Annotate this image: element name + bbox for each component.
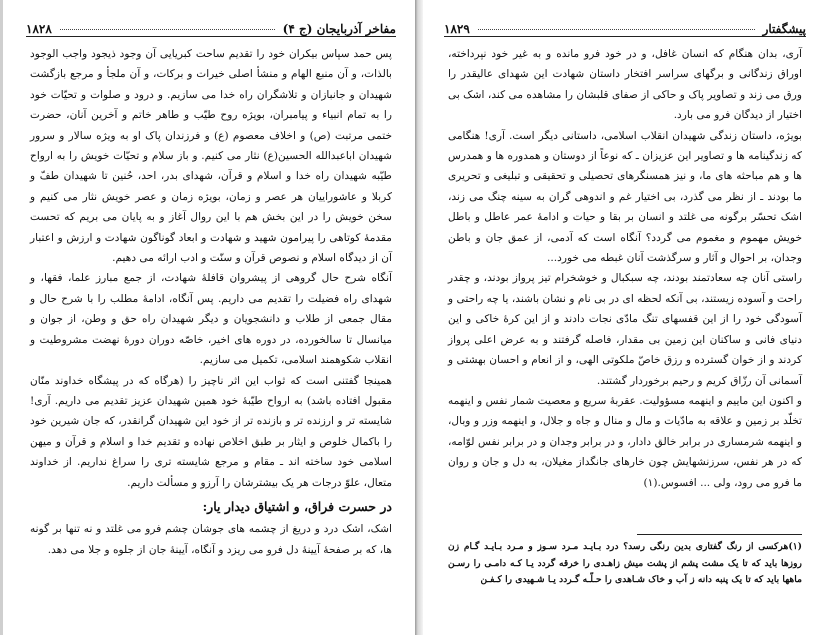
header-dot-leader	[60, 28, 275, 30]
left-running-title: مفاخر آذربایجان (ج ۴)	[282, 22, 396, 36]
header-dot-leader	[478, 28, 755, 30]
left-body-text	[30, 44, 392, 560]
right-running-header	[444, 12, 806, 37]
right-page	[430, 0, 820, 635]
paragraph: بویژه، داستان زندگی شهیدان انقلاب اسلامی، داستانی دیگر است. آری! هنگامی که زندگینامه ها و تصاویر این عزیزان ـ که نوعاً از دوستان و همدوره ها و همدرس ها و هم مباحثه های ما، و نیز همسنگرهای تحصیلی و تحقیقی و تبلیغی و تحریری ما بودند ـ از نظر می گذرد، بی اختیار غم و اندوهی گران به سینه چنگ می زند، اشک تحسّر برگونه می غلتد و انسان بر بقا و حیات و ادامهٔ عمر عاطل و باطل خویش مهموم و مغموم می گردد؟ آنگاه است که آدمی، از عمق جان و باطن وجدان، بر احوال و آثار و سرگذشت آنان غبطه می خورد...	[448, 129, 802, 265]
book-gutter	[415, 0, 423, 635]
page-edge	[0, 0, 3, 635]
left-page	[12, 0, 410, 635]
paragraph: راستی آنان چه سعادتمند بودند، چه سبکبال و خوشخرام تیز پرواز بودند، و چقدر راحت و آسوده زیستند، بی آنکه لحظه ای در بی نام و نشان باشند، یا چه راحتی و آسودگی خود را از این قفسهای تنگ مادّی نجات دادند و از این کرهٔ خاکی و این دنیای فانی و ساکنان این زمین بی مقدار، فاصله گرفتند و به عرض اعلی پرواز کردند و از خوان گسترده و رزق خاصّ ملکوتی الهی، و از انعام و احسان بهشتی و آسمانی آن رزّاق کریم و رحیم برخوردار گشتند.	[448, 272, 802, 387]
left-page-number: ۱۸۲۸	[26, 22, 52, 36]
right-running-title: پیشگفتار	[762, 22, 806, 36]
left-running-header	[26, 12, 396, 37]
footnote-rule	[637, 534, 802, 535]
right-page-number: ۱۸۲۹	[444, 22, 470, 36]
paragraph: آنگاه شرح حال گروهی از پیشروان قافلهٔ شهادت، از جمع مبارز علما، فقها، و شهدای راه فضیلت را تقدیم می داریم. پس آنگاه، ادامهٔ مطلب را با شرح حال و مقال جمعی از طلاب و دانشجویان و دیگر شهیدان راه حق و وطن، از جوان و میانسال تا سالخورده، در دوره های اخیر، خاصّه دوران دورهٔ نهضت مشروطیت و انقلاب شکوهمند اسلامی، تکمیل می سازیم.	[30, 272, 392, 367]
section-title: در حسرت فراق، و اشتیاق دیدار یار:	[202, 498, 392, 514]
footnote: (۱)هرکسی از رنگ گفتاری بدین رنگی رسد؟ درد بـایـد مـرد سـوز و مـرد بـایـد گـام زن روزها باید که تا یک مشت پشم از پشت میش زاهـدی را خرقه گردد یـا کـه دامـی را رسـن ماهها باید که تا یک پنبه دانه ز آب و خاک شـاهدی را حـلّـه گـردد یـا شـهیدی را کـفـن	[448, 541, 802, 585]
paragraph: آری، بدان هنگام که انسان غافل، و در خود فرو مانده و به غیر خود نپرداخته، اوراق زندگانی و برگهای سراسر افتخار داستان شهادت این شهدای عالیقدر را ورق می زند و تصاویر پاک و حاکی از صفای قلبشان را مشاهده می کند، اشک بی اختیار از دیدگان فرو می بارد.	[448, 48, 802, 122]
paragraph: همینجا گفتنی است که ثواب این اثر ناچیز را (هرگاه که در پیشگاه خداوند منّان مقبول افتاده باشد) به ارواح طیّبهٔ خود همین شهیدان عزیز تقدیم می داریم. آری! شایسته تر و ارزنده تر و بازنده تر از خود این شهیدان گرانقدر، که جان شیرین خود را باکمال خلوص و ایثار بر طبق اخلاص نهاده و تقدیم خدا و اسلام و قرآن و میهن اسلامی خود ساخته اند ـ مقام و مرجع شایسته تری را سراغ نداریم. از خداوند متعال، علوّ درجات هر یک بیشترشان را آرزو و مسألت داریم.	[30, 374, 392, 489]
paragraph: و اکنون این ماییم و اینهمه مسؤولیت. عقربهٔ سریع و معصیت شمار نفس و اینهمه تخلّد بر زمین و علاقه به مادّیات و مال و منال و جاه و جلال، و اینهمه وزر و وبال، و اینهمه شرمساری در برابر خالق دادار، و در برابر وجدان و در برابر نفس لوّامه، که در هر نفس، سرزنشهایش چون خارهای جانگداز مغیلان، به دل و جان و روان ما فرو می رود، ولی ... افسوس.(۱)	[448, 394, 802, 489]
paragraph: پس حمد سپاس بیکران خود را تقدیم ساحت کبریایی آن وجود ذیجود واجب الوجود بالذات، و آن منبع الهام و منشأ اصلی خیرات و برکات، و آن ملجأ و مرجع بازگشت شهیدان و جانبازان و تلاشگران راه خدا می سازیم. و درود و صلوات و تحیّات خود را به تمام انبیاء و پیامبران، بویژه روح طیّب و طاهر خاتم و آخرین آنان، حضرت ختمی مرتبت (ص) و اخلاف معصوم (ع) و فرزندان پاک او به ویژه سالار و سرور شهیدان اباعبدالله الحسین(ع) نثار می کنیم. و باز سلام و تحیّات خویش را به ارواح طیّبه شهیدان راه خدا و اسلام و قرآن، شهدای بدر، احد، حُنین تا شهیدان طفّ و کربلا و عاشوراییان هر عصر و زمان، بویژه زمان و عصر خویش نثار می کنیم و سخن خویش را در این بخش هم با این روال آغاز و به پایان می بریم که تحست مقدمهٔ کوتاهی را پیرامون شهید و شهادت و ابعاد گوناگون شهادت و ارزش و اعتبار آن از دیدگاه اسلام و نصوص قرآن و سنّت و ادب ارائه می دهیم.	[30, 48, 392, 265]
right-body-text	[448, 44, 802, 493]
paragraph: اشک، اشک درد و دریغ از چشمه های جوشان چشم فرو می غلتد و نه تنها بر گونه ها، که بر صفحهٔ آیینهٔ دل فرو می ریزد و آنگاه، آیینهٔ جان از جلوه و جلا می دهد.	[30, 523, 392, 556]
